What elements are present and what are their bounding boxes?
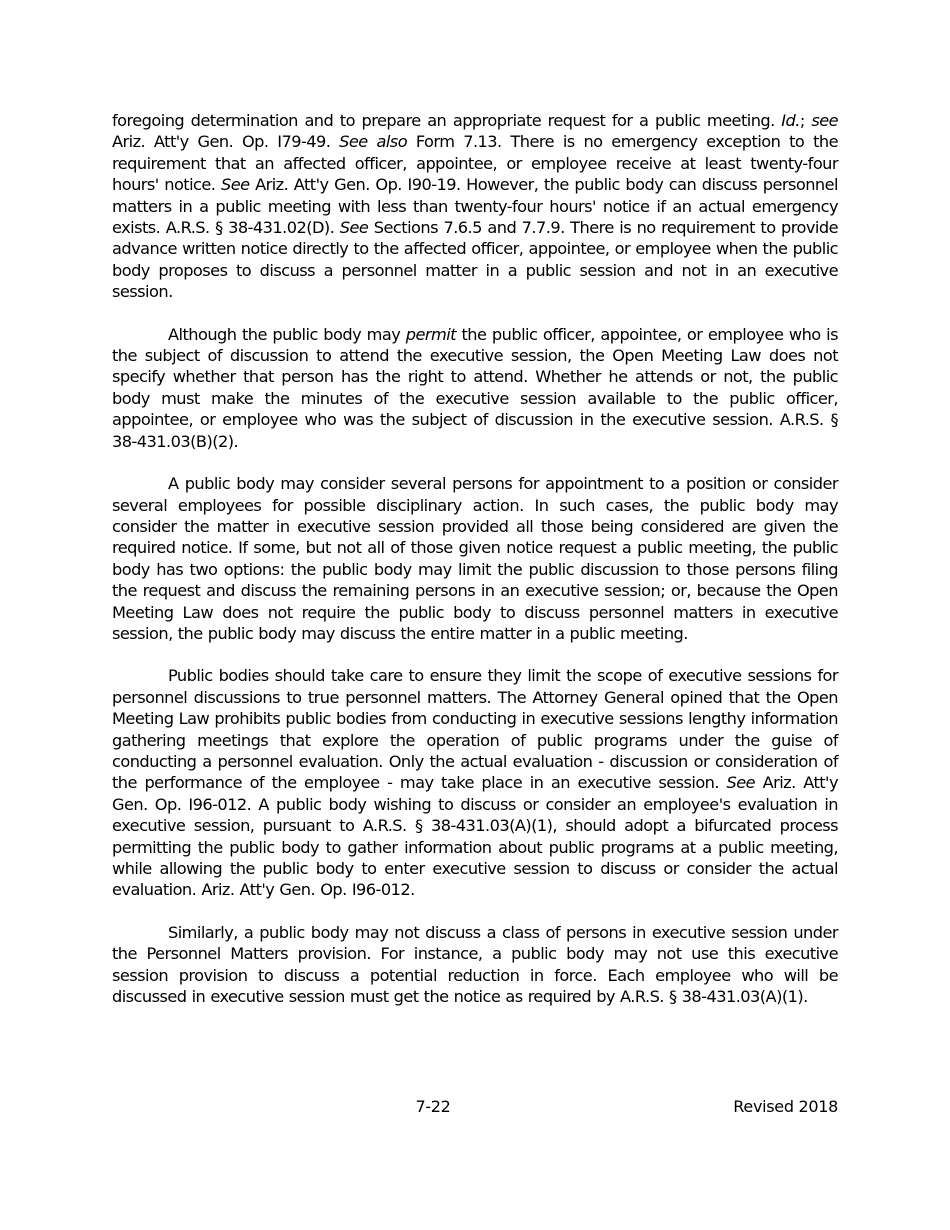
- segment-italic: see: [811, 111, 839, 130]
- page-number: 7-22: [415, 1097, 451, 1116]
- segment-italic: See also: [339, 132, 408, 152]
- segment-italic: See: [726, 773, 756, 793]
- paragraph-2: [112, 324, 838, 452]
- segment: Ariz. Att'y Gen. Op. I90-19. However, the public body can discuss personnel matters in a public meeting with less than twenty-four hours' notice if an actual emergency exists. A.R.S. § 38-431.02(D).: [112, 175, 838, 238]
- paragraph-3: [112, 473, 838, 644]
- segment-italic: permit: [405, 324, 456, 344]
- segment: Sections 7.6.5 and 7.7.9. There is no requirement to provide advance written notice directly to the affected officer, appointee, or employee when the public body proposes to discuss a personnel matter in a public session and not in an executive session.: [112, 218, 838, 302]
- segment-italic: Id.: [781, 111, 800, 130]
- segment: foregoing determination and to prepare an appropriate request for a public meeting.: [112, 111, 782, 130]
- paragraph-4: [112, 665, 838, 900]
- segment-italic: See: [220, 175, 250, 195]
- segment: Public bodies should take care to ensure they limit the scope of executive sessions for personnel discussions to true personnel matters. The Attorney General opined that the Open Meeting Law prohibits public bodies from conducting in executive sessions lengthy information gathering meetings that explore the operation of public programs under the guise of conducting a personnel evaluation. Only the actual evaluation - discussion or consideration of the performance of the employee - may take place in an executive session.: [112, 666, 838, 793]
- document-body: [112, 110, 838, 1028]
- segment: Although the public body may: [168, 324, 406, 344]
- segment: A public body may consider several persons for appointment to a position or consider several employees for possible disciplinary action. In such cases, the public body may consider the matter in executive session provided all those being considered are given the required notice. If some, but not all of those given notice request a public meeting, the public body has two options: the public body may limit the public discussion to those persons filing the request and discuss the remaining persons in an executive session; or, because the Open Meeting Law does not require the public body to discuss personnel matters in executive session, the public body may discuss the entire matter in a public meeting.: [112, 474, 838, 643]
- segment: Similarly, a public body may not discuss a class of persons in executive session under the Personnel Matters provision. For instance, a public body may not use this executive session provision to discuss a potential reduction in force. Each employee who will be discussed in executive session must get the notice as required by A.R.S. § 38-431.03(A)(1).: [112, 922, 838, 1007]
- segment: Form 7.13. There is no emergency exception to the requirement that an affected officer, appointee, or employee receive at least twenty-four hours' notice.: [112, 132, 838, 195]
- segment: Ariz. Att'y Gen. Op. I96-012. A public body wishing to discuss or consider an employee's evaluation in executive session, pursuant to A.R.S. § 38-431.03(A)(1), should adopt a bifurcated process permitting the public body to gather information about public programs at a public meeting, while allowing the public body to enter executive session to discuss or consider the actual evaluation. Ariz. Att'y Gen. Op. I96-012.: [112, 773, 838, 900]
- segment: Ariz. Att'y Gen. Op. I79-49.: [112, 132, 340, 152]
- page-footer: [112, 1097, 838, 1119]
- segment: the public officer, appointee, or employee who is the subject of discussion to attend the executive session, the Open Meeting Law does not specify whether that person has the right to attend. Whether he attends or not, the public body must make the minutes of the executive session available to the public officer, appointee, or employee who was the subject of discussion in the executive session. A.R.S. § 38-431.03(B)(2).: [112, 324, 838, 451]
- segment: ;: [799, 111, 812, 130]
- revision-label: Revised 2018: [733, 1097, 838, 1116]
- segment-italic: See: [339, 218, 369, 238]
- paragraph-5: [112, 922, 838, 1008]
- paragraph-1: [112, 110, 838, 303]
